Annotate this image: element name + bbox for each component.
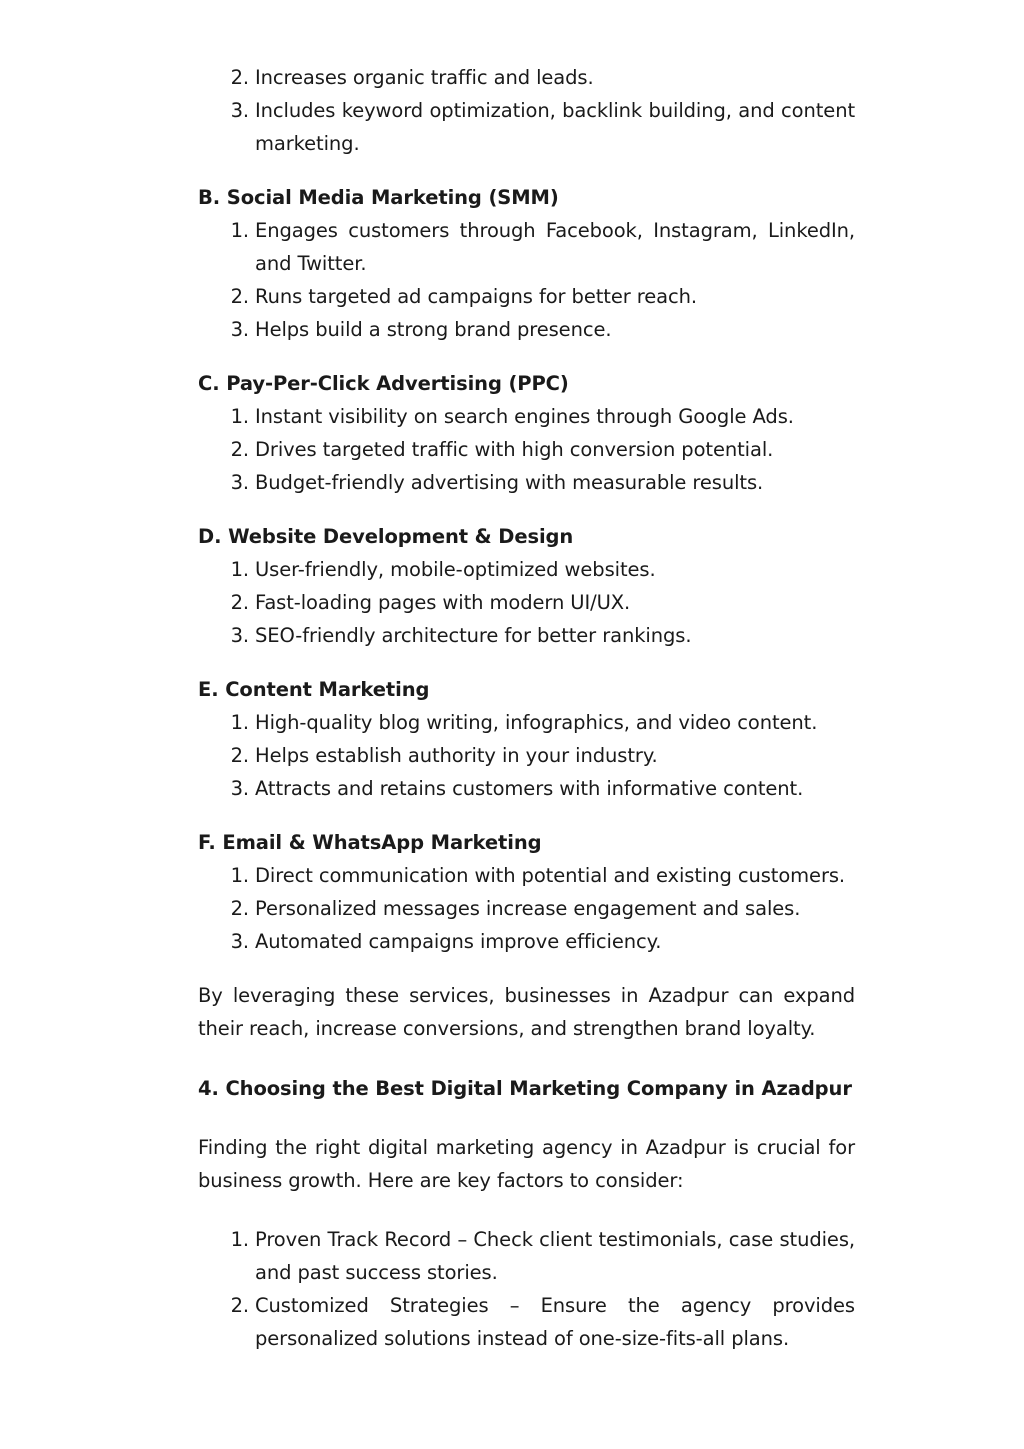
list-number: 2. (230, 744, 249, 767)
list-number: 2. (230, 66, 249, 89)
subheading-ppc: C. Pay-Per-Click Advertising (PPC) (198, 372, 569, 395)
list-text: Attracts and retains customers with informative content. (255, 777, 804, 800)
list-number: 1. (230, 219, 249, 242)
list-text: Fast-loading pages with modern UI/UX. (255, 591, 631, 614)
list-item (198, 61, 855, 94)
smm-list (198, 214, 855, 346)
list-number: 2. (230, 897, 249, 920)
list-text: Increases organic traffic and leads. (255, 66, 594, 89)
list-item (198, 586, 855, 619)
list-item (198, 619, 855, 652)
document-page (198, 61, 855, 1355)
list-text: Helps establish authority in your industry. (255, 744, 658, 767)
email-whatsapp-list (198, 859, 855, 958)
subheading-email-whatsapp: F. Email & WhatsApp Marketing (198, 831, 542, 854)
list-item (198, 433, 855, 466)
list-number: 3. (230, 777, 249, 800)
list-number: 1. (230, 558, 249, 581)
subheading-content-marketing: E. Content Marketing (198, 678, 430, 701)
list-item (198, 739, 855, 772)
list-text: Personalized messages increase engagement and sales. (255, 897, 801, 920)
list-number: 3. (230, 930, 249, 953)
list-text: Drives targeted traffic with high conversion potential. (255, 438, 774, 461)
intro-list (198, 61, 855, 160)
list-text: Helps build a strong brand presence. (255, 318, 612, 341)
ppc-list (198, 400, 855, 499)
list-number: 2. (230, 285, 249, 308)
list-number: 2. (230, 1294, 249, 1317)
list-item (198, 1289, 855, 1355)
list-number: 3. (230, 624, 249, 647)
subheading-smm: B. Social Media Marketing (SMM) (198, 186, 559, 209)
list-text: Includes keyword optimization, backlink building, and content marketing. (255, 99, 855, 155)
list-number: 3. (230, 99, 249, 122)
subheading-web-dev: D. Website Development & Design (198, 525, 574, 548)
list-item (198, 859, 855, 892)
list-item (198, 400, 855, 433)
list-item (198, 466, 855, 499)
list-text: Engages customers through Facebook, Instagram, LinkedIn, and Twitter. (255, 219, 855, 275)
list-text: Direct communication with potential and existing customers. (255, 864, 846, 887)
list-item (198, 892, 855, 925)
list-number: 3. (230, 471, 249, 494)
section-heading: 4. Choosing the Best Digital Marketing Company in Azadpur (198, 1077, 852, 1100)
list-number: 1. (230, 1228, 249, 1251)
list-item (198, 214, 855, 280)
list-text: Customized Strategies – Ensure the agency provides personalized solutions instead of one-size-fits-all plans. (255, 1294, 855, 1350)
list-text: SEO-friendly architecture for better rankings. (255, 624, 692, 647)
summary-paragraph: By leveraging these services, businesses in Azadpur can expand their reach, increase conversions, and strengthen brand loyalty. (198, 984, 855, 1040)
list-item (198, 94, 855, 160)
list-number: 3. (230, 318, 249, 341)
list-number: 1. (230, 711, 249, 734)
list-item (198, 1223, 855, 1289)
list-text: Instant visibility on search engines through Google Ads. (255, 405, 794, 428)
list-number: 2. (230, 438, 249, 461)
factors-list (198, 1223, 855, 1355)
list-text: Automated campaigns improve efficiency. (255, 930, 662, 953)
list-text: User-friendly, mobile-optimized websites. (255, 558, 656, 581)
list-item (198, 925, 855, 958)
list-item (198, 553, 855, 586)
content-marketing-list (198, 706, 855, 805)
list-text: Proven Track Record – Check client testimonials, case studies, and past success stories. (255, 1228, 855, 1284)
list-text: Budget-friendly advertising with measurable results. (255, 471, 764, 494)
list-item (198, 313, 855, 346)
list-number: 1. (230, 405, 249, 428)
section-intro-paragraph: Finding the right digital marketing agency in Azadpur is crucial for business growth. Here are key factors to consider: (198, 1136, 855, 1192)
list-item (198, 706, 855, 739)
list-text: Runs targeted ad campaigns for better reach. (255, 285, 697, 308)
list-item (198, 280, 855, 313)
list-number: 2. (230, 591, 249, 614)
list-text: High-quality blog writing, infographics, and video content. (255, 711, 818, 734)
list-item (198, 772, 855, 805)
list-number: 1. (230, 864, 249, 887)
web-dev-list (198, 553, 855, 652)
